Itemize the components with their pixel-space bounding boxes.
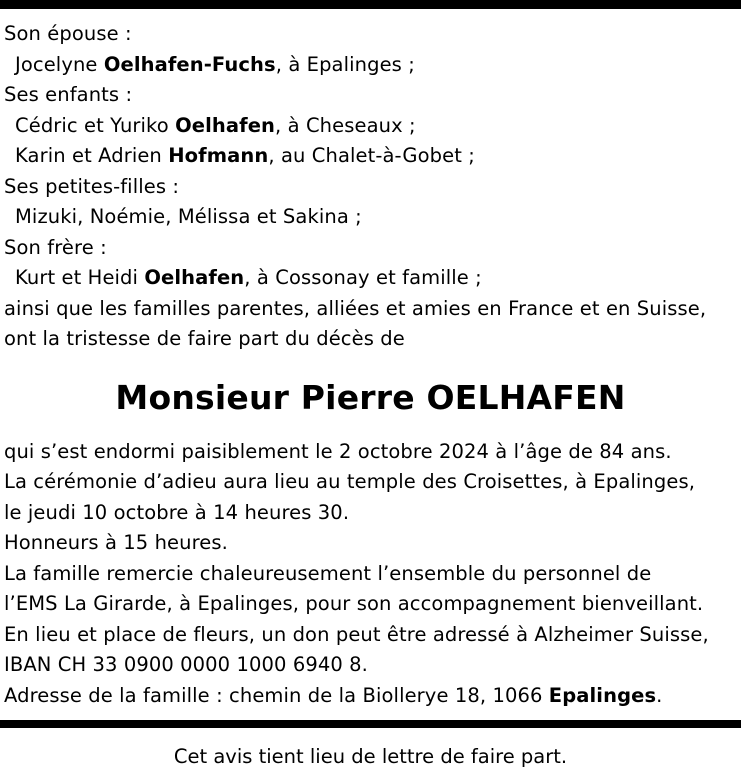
emphasized-text: Oelhafen-Fuchs — [103, 52, 276, 76]
plain-text: Cédric et Yuriko — [15, 113, 176, 137]
emphasized-text: Oelhafen — [144, 266, 245, 289]
notice-line — [4, 528, 737, 559]
ceremony-details-block — [4, 437, 737, 712]
emphasized-text: Epalinges — [548, 683, 657, 707]
notice-line — [4, 141, 737, 172]
notice-line — [4, 294, 737, 325]
plain-text: Adresse de la famille : chemin de la Biollerye 18, 1066 — [4, 683, 549, 707]
plain-text: l’EMS La Girarde, à Epalinges, pour son accompagnement bienveillant. — [4, 592, 704, 615]
notice-line — [4, 620, 737, 651]
plain-text: , au Chalet-à-Gobet ; — [268, 144, 475, 167]
notice-line — [4, 467, 737, 498]
notice-content — [0, 9, 741, 768]
notice-line — [4, 233, 737, 264]
plain-text: , à Cossonay et famille ; — [244, 266, 482, 289]
plain-text: Ses enfants : — [4, 83, 133, 106]
emphasized-text: Hofmann — [168, 144, 269, 167]
notice-line — [4, 498, 737, 529]
plain-text: . — [656, 683, 663, 707]
notice-line — [4, 111, 737, 142]
plain-text: , à Epalinges ; — [275, 52, 415, 76]
notice-line — [4, 172, 737, 203]
plain-text: La famille remercie chaleureusement l’ensemble du personnel de — [4, 561, 652, 585]
plain-text: Son épouse : — [4, 22, 132, 45]
plain-text: Kurt et Heidi — [15, 266, 145, 289]
notice-line — [4, 437, 737, 468]
closing-statement: Cet avis tient lieu de lettre de faire part. — [173, 745, 568, 768]
plain-text: IBAN CH 33 0900 0000 1000 6940 8. — [4, 653, 368, 676]
notice-line — [4, 650, 737, 681]
plain-text: Mizuki, Noémie, Mélissa et Sakina ; — [15, 205, 362, 228]
notice-line — [4, 589, 737, 620]
notice-line — [4, 559, 737, 590]
notice-line — [4, 681, 737, 712]
survivors-block — [4, 19, 737, 355]
plain-text: le jeudi 10 octobre à 14 heures 30. — [4, 500, 350, 524]
plain-text: ont la tristesse de faire part du décès de — [4, 327, 405, 350]
plain-text: , à Cheseaux ; — [275, 113, 416, 137]
plain-text: La cérémonie d’adieu aura lieu au temple des Croisettes, à Epalinges, — [4, 470, 695, 493]
deceased-name: Monsieur Pierre OELHAFEN — [115, 377, 626, 417]
notice-line — [4, 202, 737, 233]
emphasized-text: Oelhafen — [175, 113, 276, 137]
notice-line — [4, 324, 737, 355]
notice-line — [4, 50, 737, 81]
plain-text: Karin et Adrien — [15, 144, 169, 167]
plain-text: Ses petites-filles : — [4, 174, 180, 198]
notice-line — [4, 80, 737, 111]
plain-text: ainsi que les familles parentes, alliées et amies en France et en Suisse, — [4, 296, 707, 320]
plain-text: Honneurs à 15 heures. — [4, 531, 228, 554]
notice-line — [4, 19, 737, 50]
bottom-border-bar — [0, 720, 741, 728]
plain-text: Jocelyne — [15, 52, 104, 76]
notice-line — [4, 263, 737, 294]
top-border-bar — [0, 0, 741, 9]
plain-text: qui s’est endormi paisiblement le 2 octobre 2024 à l’âge de 84 ans. — [4, 439, 672, 463]
plain-text: Son frère : — [4, 235, 107, 259]
plain-text: En lieu et place de fleurs, un don peut être adressé à Alzheimer Suisse, — [4, 622, 709, 646]
